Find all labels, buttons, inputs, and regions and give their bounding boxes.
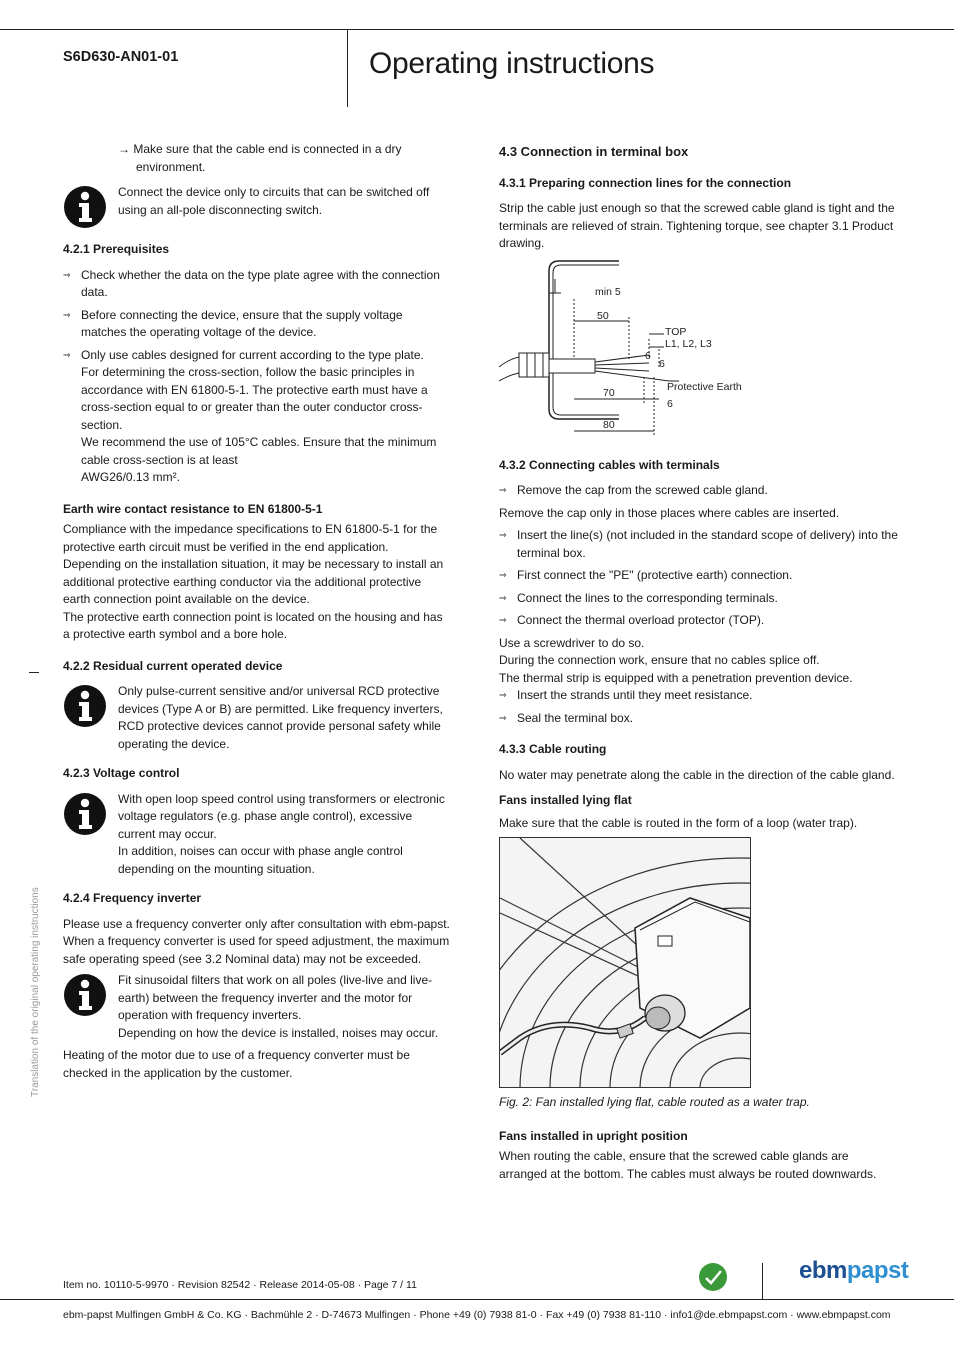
heading-earth-wire: Earth wire contact resistance to EN 61800-5-1 (63, 501, 323, 516)
double-arrow-bullet-icon: ⇒ (499, 530, 507, 540)
double-arrow-bullet-icon: ⇒ (63, 309, 71, 320)
fan-water-trap-photo (499, 837, 751, 1088)
bullet-item: ⇒ First connect the "PE" (protective earth) connection. (499, 567, 899, 585)
heading-4-3-2: 4.3.2 Connecting cables with terminals (499, 457, 720, 472)
info-block-filter (63, 972, 451, 1042)
margin-mark (29, 672, 39, 673)
info-icon (63, 185, 107, 229)
dim-label: TOP (665, 325, 687, 338)
info-icon (63, 973, 107, 1017)
dim-label: 6 (645, 349, 651, 362)
green-tech-logo-icon (698, 1262, 728, 1292)
dim-label: 6 (659, 357, 665, 370)
model-number: S6D630-AN01-01 (63, 49, 179, 65)
routing-paragraph: No water may penetrate along the cable in the direction of the cable gland. (499, 767, 895, 782)
inverter-paragraph: Heating of the motor due to use of a frequency converter must be checked in the application by the customer. (63, 1048, 410, 1080)
figure-caption: Fig. 2: Fan installed lying flat, cable routed as a water trap. (499, 1095, 810, 1109)
bullet-item: ⇒ Connect the lines to the corresponding terminals. (499, 590, 899, 608)
dry-environment-note: → Make sure that the cable end is connected in a dry environment. (118, 142, 402, 174)
bullet-item: ⇒ Seal the terminal box. (499, 710, 899, 728)
heading-4-2-4: 4.2.4 Frequency inverter (63, 891, 202, 905)
bullet-item: ⇒ Insert the line(s) (not included in the standard scope of delivery) into the terminal box. (499, 528, 898, 560)
bullet-item: ⇒ Insert the strands until they meet resistance. (499, 687, 899, 705)
earth-paragraph: The protective earth connection point is located on the housing and has a protective earth symbol and a bore hole. (63, 609, 443, 641)
heading-4-2-2: 4.2.2 Residual current operated device (63, 658, 283, 673)
header-top-rule (0, 29, 954, 30)
heading-4-3-1: 4.3.1 Preparing connection lines for the connection (499, 175, 792, 190)
double-arrow-bullet-icon: ⇒ (499, 712, 507, 723)
info-text: Fit sinusoidal filters that work on all poles (live-live and live-earth) between the frequency inverter and the motor for operation with frequency inverters. (118, 973, 433, 1022)
double-arrow-bullet-icon: ⇒ (499, 592, 507, 603)
bullet-item: ⇒ Only use cables designed for current according to the type plate. For determining the cross-section, follow the basic principles in accordance with EN 61800-5-1. The protective earth must have a cross-section equal to or greater than the outer conductor cross-section. We recommend the use of 105°C cables. Ensure that the minimum cable cross-section is at least AWG26/0.13 mm². (63, 347, 437, 484)
cable-strip-diagram (499, 259, 759, 439)
brand-logo: ebmpapst (799, 1257, 909, 1284)
dim-label: 6 (667, 397, 673, 410)
info-text: With open loop speed control using transformers or electronic voltage regulators (e.g. phase angle control), excessive current may occur. (118, 791, 445, 841)
heading-4-3: 4.3 Connection in terminal box (499, 144, 689, 159)
connection-paragraph: Use a screwdriver to do so. (499, 635, 645, 650)
bullet-item: ⇒ Connect the thermal overload protector (TOP). (499, 612, 899, 630)
double-arrow-bullet-icon: ⇒ (499, 615, 507, 625)
page-title: Operating instructions (369, 47, 655, 80)
heading-lying-flat: Fans installed lying flat (499, 793, 632, 807)
dim-label: 50 (597, 309, 609, 322)
dim-label: L1, L2, L3 (665, 337, 712, 350)
footer-address: ebm-papst Mulfingen GmbH & Co. KG · Bachmühle 2 · D-74673 Mulfingen · Phone +49 (0) 7938 81-0 · Fax +49 (0) 7938 81-110 · info1@de.ebmpapst.com · www.ebmpapst.com (63, 1309, 891, 1321)
heading-4-3-3: 4.3.3 Cable routing (499, 742, 607, 756)
info-icon (63, 684, 107, 728)
bullet-item: ⇒ Remove the cap from the screwed cable gland. (499, 482, 899, 500)
footer-rule (0, 1299, 954, 1300)
strip-paragraph: Strip the cable just enough so that the screwed cable gland is tight and the terminals are relieved of strain. Tightening torque, see chapter 3.1 Product drawing. (499, 201, 895, 250)
bullet-item: ⇒ Check whether the data on the type plate agree with the connection data. (63, 267, 440, 299)
dim-label: 70 (603, 386, 615, 399)
double-arrow-bullet-icon: ⇒ (499, 485, 507, 495)
info-block-rcd (63, 683, 451, 753)
double-arrow-bullet-icon: ⇒ (63, 349, 71, 360)
info-text: Only pulse-current sensitive and/or universal RCD protective devices (Type A or B) are permitted. Like frequency inverters, RCD protective devices cannot provide personal safety while operating the device. (118, 684, 443, 751)
dim-label: Protective Earth (667, 380, 742, 393)
right-column (499, 141, 899, 1183)
dim-label: 80 (603, 418, 615, 431)
header-divider (347, 29, 348, 107)
double-arrow-bullet-icon: ⇒ (63, 269, 71, 280)
flat-paragraph: Make sure that the cable is routed in the form of a loop (water trap). (499, 815, 858, 830)
inverter-paragraph: When a frequency converter is used for speed adjustment, the maximum safe operating speed (see 3.2 Nominal data) may not be exceeded. (63, 934, 450, 966)
double-arrow-bullet-icon: ⇒ (499, 690, 507, 700)
connection-paragraph: The thermal strip is equipped with a penetration prevention device. (499, 670, 853, 685)
cap-paragraph: Remove the cap only in those places where cables are inserted. (499, 505, 840, 520)
side-note: Translation of the original operating instructions (30, 887, 41, 1097)
item-number: Item no. 10110-5-9970 · Revision 82542 · Release 2014-05-08 · Page 7 / 11 (63, 1279, 417, 1291)
heading-upright: Fans installed in upright position (499, 1128, 688, 1143)
info-block-switch (63, 184, 451, 229)
double-arrow-bullet-icon: ⇒ (499, 570, 507, 580)
earth-paragraph: Compliance with the impedance specifications to EN 61800-5-1 for the protective earth circuit must be verified in the end application. (63, 522, 438, 554)
footer-logo-divider (762, 1263, 763, 1299)
info-text: Depending on how the device is installed, noises may occur. (118, 1025, 439, 1040)
info-text: In addition, noises can occur with phase angle control depending on the mounting situation. (118, 844, 403, 876)
info-text: Connect the device only to circuits that can be switched off using an all-pole disconnecting switch. (118, 185, 430, 217)
upright-paragraph: When routing the cable, ensure that the screwed cable glands are arranged at the bottom. The cables must always be routed downwards. (499, 1149, 877, 1181)
info-block-voltage (63, 791, 451, 879)
left-column (63, 141, 451, 1082)
heading-4-2-3: 4.2.3 Voltage control (63, 766, 180, 780)
info-icon (63, 792, 107, 836)
dim-label: min 5 (595, 285, 621, 298)
heading-4-2-1: 4.2.1 Prerequisites (63, 242, 170, 256)
inverter-paragraph: Please use a frequency converter only after consultation with ebm-papst. (63, 916, 450, 931)
connection-paragraph: During the connection work, ensure that no cables splice off. (499, 653, 820, 667)
bullet-item: ⇒ Before connecting the device, ensure that the supply voltage matches the operating voltage of the device. (63, 307, 403, 339)
earth-paragraph: Depending on the installation situation, it may be necessary to install an additional protective earthing conductor via the additional protective earth connection point available on the device. (63, 557, 444, 606)
